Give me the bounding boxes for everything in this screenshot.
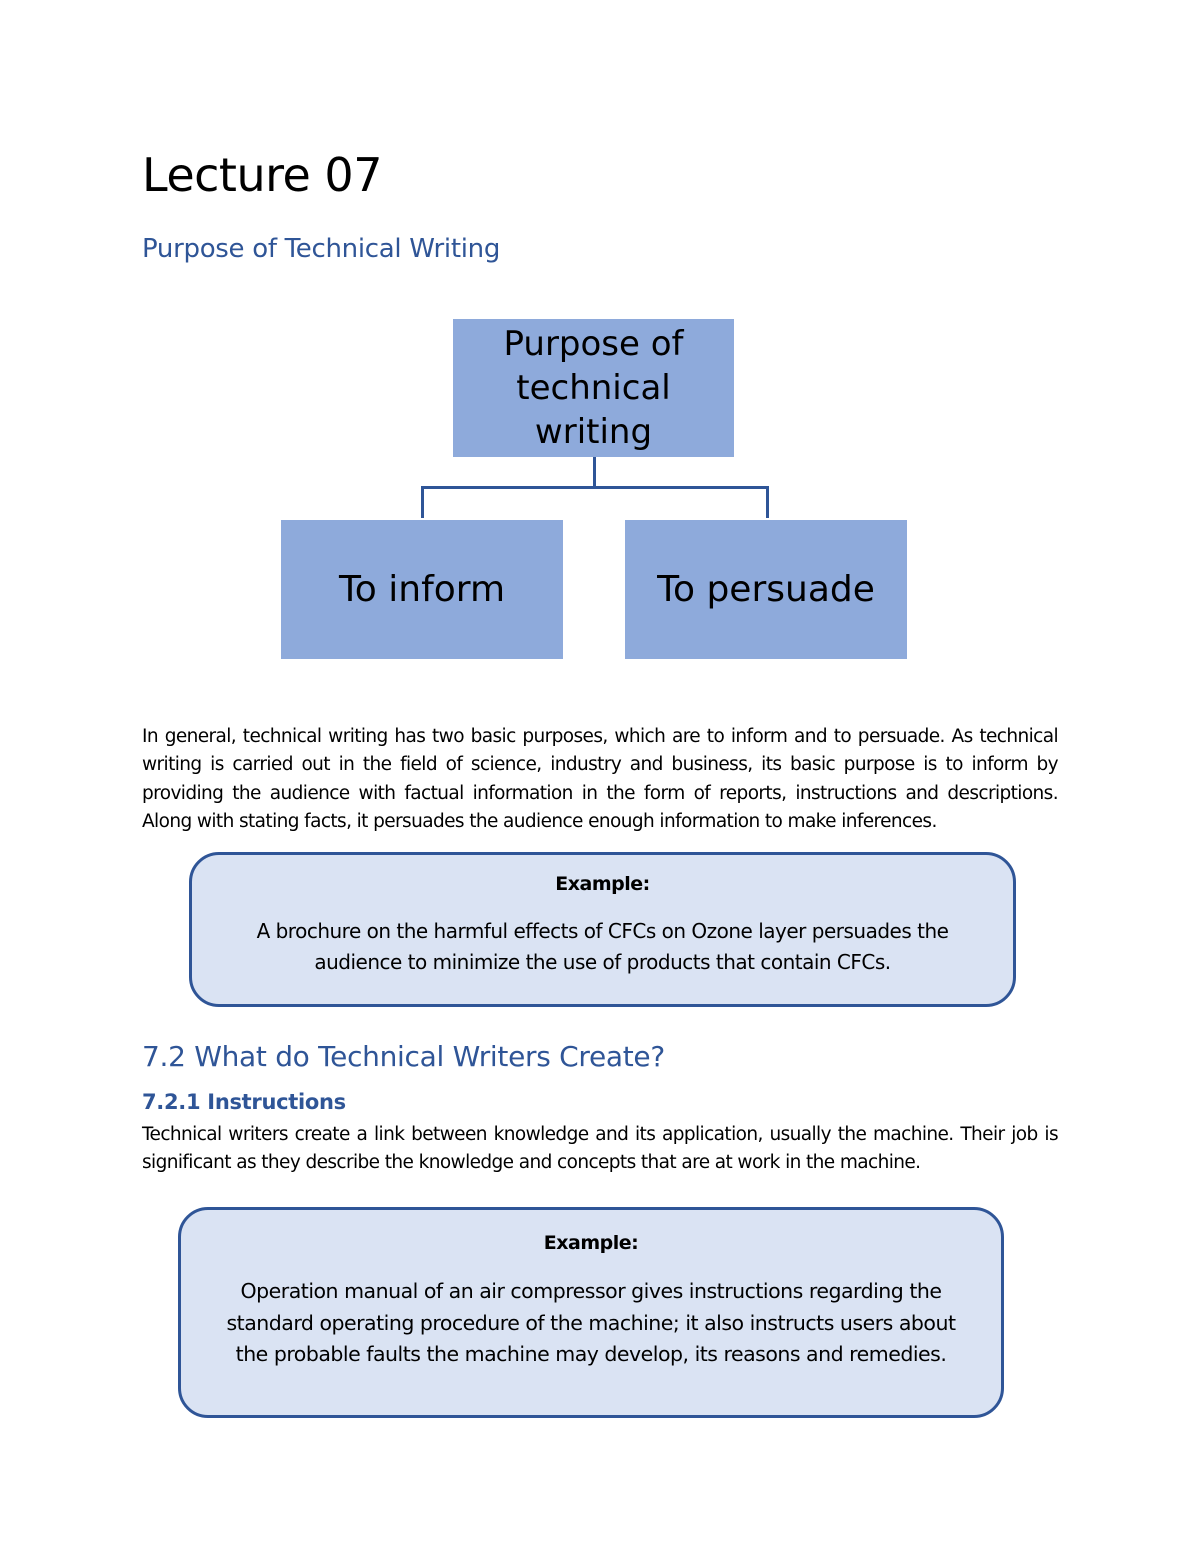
example-callout-1 — [189, 852, 1016, 1007]
instructions-paragraph: Technical writers create a link between knowledge and its application, usually the machine. Their job is significant as they describe the knowledge and concepts that are at work in the machine. — [142, 1124, 1058, 1174]
connector-horizontal — [421, 486, 769, 489]
intro-paragraph: In general, technical writing has two basic purposes, which are to inform and to persuade. As technical writing is carried out in the field of science, industry and business, its basic purpose is to inform by providing the audience with factual information in the form of reports, instructions and descriptions. Along with stating facts, it persuades the audience enough information to make inferences. — [142, 726, 1058, 832]
page-title: Lecture 07 — [142, 148, 382, 202]
section-7-2-1-heading: 7.2.1 Instructions — [142, 1090, 346, 1114]
connector-root-stem — [593, 457, 596, 488]
example-text: A brochure on the harmful effects of CFCs on Ozone layer persuades the audience to minimize the use of products that contain CFCs. — [256, 919, 949, 974]
example-callout-2 — [178, 1207, 1004, 1418]
section-7-2-heading: 7.2 What do Technical Writers Create? — [142, 1040, 665, 1073]
connector-right-drop — [766, 486, 769, 518]
example-text: Operation manual of an air compressor gives instructions regarding the standard operating procedure of the machine; it also instructs users about the probable faults the machine may develop, its reasons and remedies. — [226, 1279, 956, 1366]
example-label: Example: — [555, 873, 650, 895]
section-heading: Purpose of Technical Writing — [142, 234, 501, 264]
connector-left-drop — [421, 486, 424, 518]
diagram-node-persuade: To persuade — [625, 520, 907, 659]
diagram-root-node: Purpose of technical writing — [453, 319, 734, 457]
diagram-node-inform: To inform — [281, 520, 563, 659]
example-label: Example: — [543, 1232, 639, 1254]
